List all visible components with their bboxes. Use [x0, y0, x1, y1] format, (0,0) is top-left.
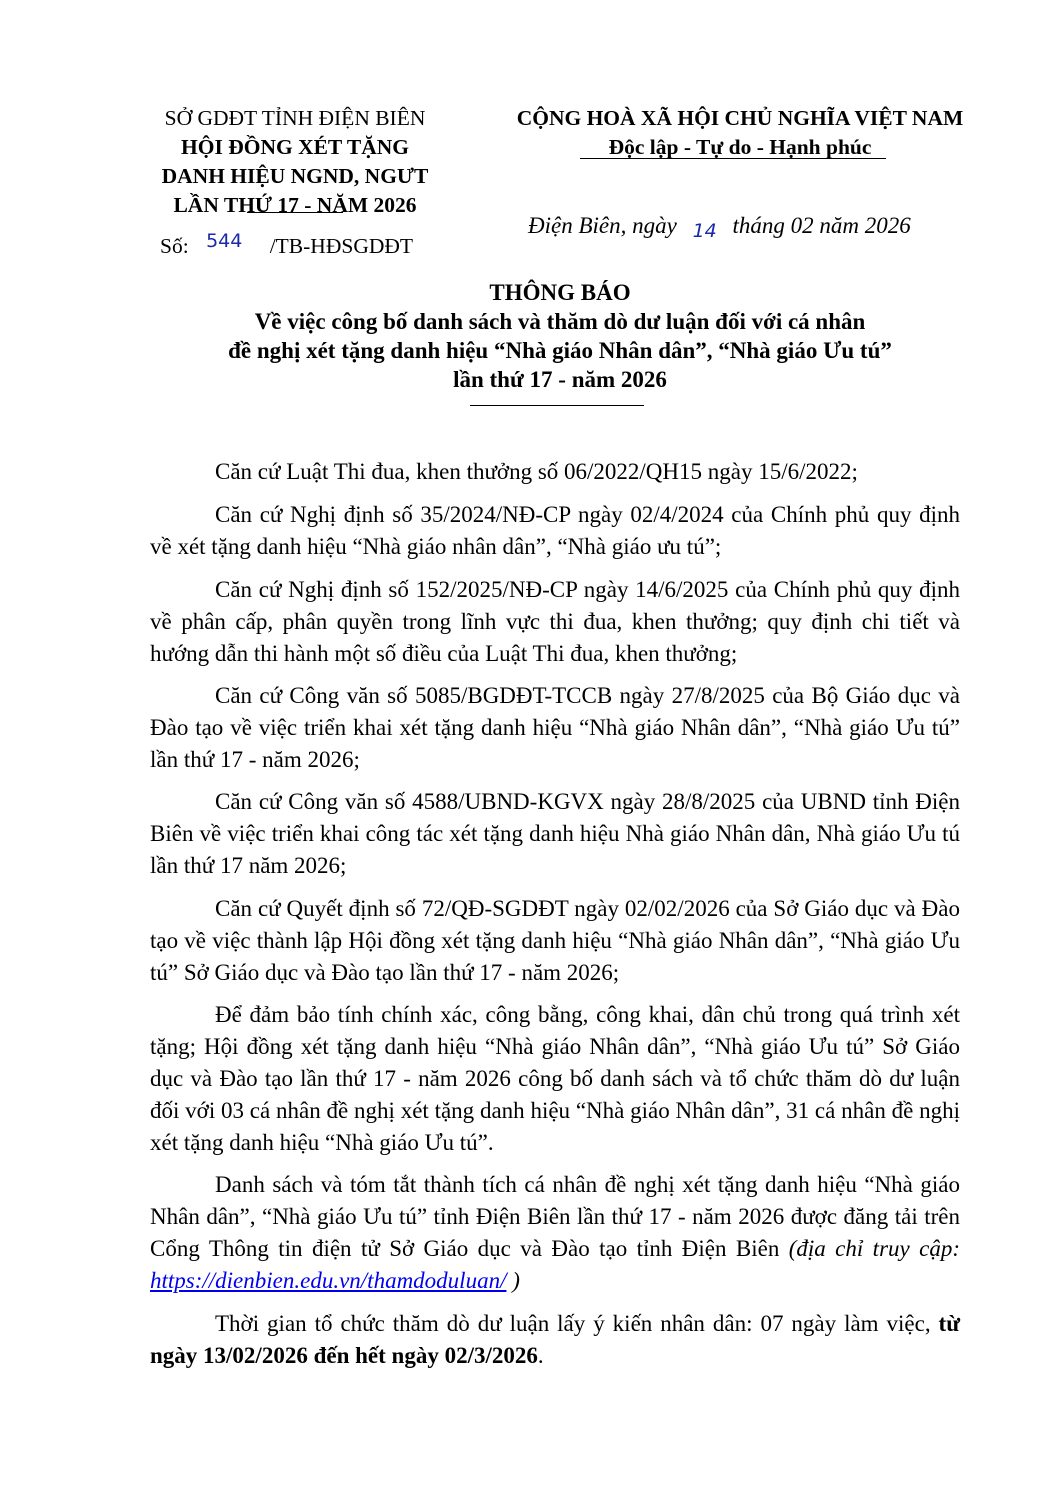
survey-link[interactable]: https://dienbien.edu.vn/thamdoduluan/ [150, 1268, 507, 1293]
paragraph-basis-3: Căn cứ Nghị định số 152/2025/NĐ-CP ngày 14/6/2025 của Chính phủ quy định về phân cấp, phân quyền trong lĩnh vực thi đua, khen thưởng; quy định chi tiết và hướng dẫn thi hành một số điều của Luật Thi đua, khen thưởng; [150, 577, 960, 666]
address-label: (địa chỉ truy cập: [788, 1236, 960, 1261]
paragraph-purpose: Để đảm bảo tính chính xác, công bằng, công khai, dân chủ trong quá trình xét tặng; Hội đồng xét tặng danh hiệu “Nhà giáo Nhân dân”, “Nhà giáo Ưu tú” Sở Giáo dục và Đào tạo lần thứ 17 - năm 2026 công bố danh sách và tổ chức thăm dò dư luận đối với 03 cá nhân đề nghị xét tặng danh hiệu “Nhà giáo Nhân dân”, 31 cá nhân đề nghị xét tặng danh hiệu “Nhà giáo Ưu tú”. [150, 1002, 960, 1155]
address-close: ) [506, 1268, 520, 1293]
paragraph-basis-5: Căn cứ Công văn số 4588/UBND-KGVX ngày 28/8/2025 của UBND tỉnh Điện Biên về việc triển khai công tác xét tặng danh hiệu Nhà giáo Nhân dân, Nhà giáo Ưu tú lần thứ 17 năm 2026; [150, 789, 960, 878]
header-left [130, 104, 460, 220]
document-number [160, 230, 414, 259]
paragraph-timeframe [150, 1308, 960, 1372]
number-value: 544 [206, 230, 243, 252]
timeframe-dates: từ ngày 13/02/2026 đến hết ngày 02/3/2026 [150, 1311, 960, 1368]
council-name-line3: LẦN THỨ 17 - NĂM 2026 [173, 193, 417, 217]
title-subject-line1: Về việc công bố danh sách và thăm dò dư luận đối với cá nhân [254, 309, 866, 334]
council-name-line1: HỘI ĐỒNG XÉT TẶNG [181, 135, 409, 159]
national-title: CỘNG HOÀ XÃ HỘI CHỦ NGHĨA VIỆT NAM [516, 106, 964, 130]
paragraph-basis-6: Căn cứ Quyết định số 72/QĐ-SGDĐT ngày 02/02/2026 của Sở Giáo dục và Đào tạo về việc thành lập Hội đồng xét tặng danh hiệu “Nhà giáo Nhân dân”, “Nhà giáo Ưu tú” Sở Giáo dục và Đào tạo lần thứ 17 - năm 2026; [150, 896, 960, 985]
title-subject-line3: lần thứ 17 - năm 2026 [453, 367, 667, 392]
title-main: THÔNG BÁO [489, 280, 631, 305]
agency-name: SỞ GDĐT TỈNH ĐIỆN BIÊN [164, 106, 426, 130]
timeframe-text: Thời gian tổ chức thăm dò dư luận lấy ý kiến nhân dân: 07 ngày làm việc, [215, 1311, 939, 1336]
timeframe-end: . [537, 1343, 544, 1368]
paragraph-basis-1: Căn cứ Luật Thi đua, khen thưởng số 06/2022/QH15 ngày 15/6/2022; [215, 459, 858, 484]
council-name-line2: DANH HIỆU NGND, NGƯT [161, 164, 429, 188]
number-suffix: /TB-HĐSGDĐT [269, 234, 414, 258]
header-right [490, 104, 990, 162]
header-left-underline [247, 212, 343, 213]
paragraph-publication [150, 1169, 960, 1297]
paragraph-basis-2: Căn cứ Nghị định số 35/2024/NĐ-CP ngày 02/4/2024 của Chính phủ quy định về xét tặng danh hiệu “Nhà giáo nhân dân”, “Nhà giáo ưu tú”; [150, 502, 960, 559]
document-date [528, 213, 911, 242]
title-subject-line2: đề nghị xét tặng danh hiệu “Nhà giáo Nhân dân”, “Nhà giáo Ưu tú” [228, 338, 892, 363]
date-suffix: tháng 02 năm 2026 [732, 213, 911, 238]
date-day: 14 [692, 220, 717, 242]
notice-title [120, 278, 1000, 394]
paragraph-basis-4: Căn cứ Công văn số 5085/BGDĐT-TCCB ngày 27/8/2025 của Bộ Giáo dục và Đào tạo về việc triển khai xét tặng danh hiệu “Nhà giáo Nhân dân”, “Nhà giáo Ưu tú” lần thứ 17 - năm 2026; [150, 683, 960, 772]
header-right-underline [580, 158, 886, 159]
national-motto: Độc lập - Tự do - Hạnh phúc [608, 135, 872, 159]
title-underline [470, 405, 644, 406]
number-label: Số: [160, 234, 189, 258]
date-prefix: Điện Biên, ngày [528, 213, 677, 238]
publication-text: Danh sách và tóm tắt thành tích cá nhân đề nghị xét tặng danh hiệu “Nhà giáo Nhân dân”, “Nhà giáo Ưu tú” tỉnh Điện Biên lần thứ 17 - năm 2026 được đăng tải trên Cổng Thông tin điện tử Sở Giáo dục và Đào tạo tỉnh Điện Biên [150, 1172, 960, 1261]
